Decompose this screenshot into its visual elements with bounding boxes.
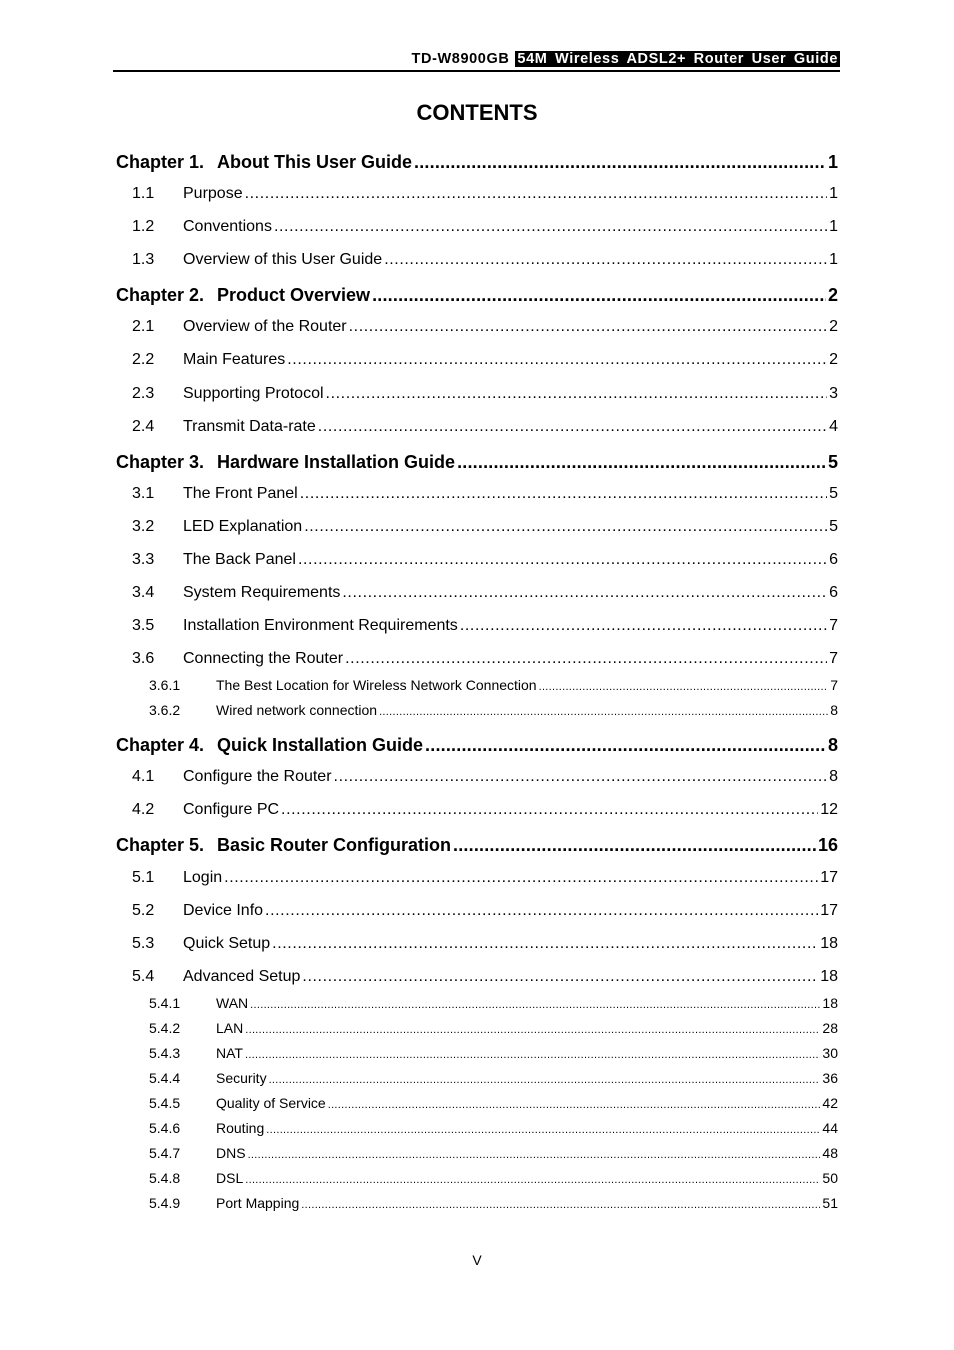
toc-entry-number: 5.1 [132, 869, 155, 886]
toc-entry-label: Conventions [183, 218, 272, 235]
toc-entry-page: 1 [827, 152, 838, 172]
toc-entry-number: 1.1 [132, 185, 155, 202]
toc-dot-leader [245, 1024, 820, 1036]
toc-dot-leader [224, 869, 818, 887]
toc-entry[interactable] [132, 584, 838, 602]
toc-entry-label: Device Info [183, 902, 264, 919]
toc-entry-number: 3.1 [132, 485, 155, 502]
toc-entry-label: Quick Setup [183, 935, 271, 952]
toc-entry-number: Chapter 5. [116, 835, 205, 855]
toc-entry-label: Configure the Router [183, 768, 332, 785]
toc-entry[interactable] [149, 1070, 838, 1086]
toc-entry-page: 2 [829, 351, 838, 368]
toc-dot-leader [265, 902, 818, 920]
toc-entry-page: 7 [830, 677, 838, 693]
toc-entry-page: 5 [827, 452, 838, 472]
toc-entry[interactable] [132, 617, 838, 635]
toc-dot-leader [453, 835, 816, 856]
toc-entry-page: 1 [829, 218, 838, 235]
toc-entry-page: 44 [822, 1120, 838, 1136]
toc-entry-label: Routing [216, 1120, 265, 1136]
toc-entry-page: 4 [829, 418, 838, 435]
toc-entry-number: 3.6.2 [149, 702, 181, 718]
toc-entry-page: 48 [822, 1145, 838, 1161]
toc-entry-page: 5 [829, 485, 838, 502]
toc-entry[interactable] [132, 902, 838, 920]
toc-entry[interactable] [132, 385, 838, 403]
toc-entry-number: 1.2 [132, 218, 155, 235]
toc-entry-number: 3.4 [132, 584, 155, 601]
toc-entry-page: 7 [829, 617, 838, 634]
toc-entry-page: 2 [827, 285, 838, 305]
toc-dot-leader [342, 584, 827, 602]
toc-entry[interactable] [149, 1145, 838, 1161]
toc-entry-page: 2 [829, 318, 838, 335]
toc-dot-leader [326, 385, 828, 403]
toc-chapter-entry[interactable] [116, 735, 838, 756]
toc-entry[interactable] [132, 251, 838, 269]
toc-entry-label: Product Overview [217, 285, 371, 305]
toc-entry-label: Quick Installation Guide [217, 735, 424, 755]
toc-entry-page: 42 [822, 1095, 838, 1111]
toc-entry[interactable] [149, 995, 838, 1011]
toc-entry-label: NAT [216, 1045, 243, 1061]
toc-entry-label: About This User Guide [217, 152, 413, 172]
toc-entry[interactable] [132, 768, 838, 786]
toc-entry-page: 6 [829, 551, 838, 568]
toc-dot-leader [328, 1099, 821, 1111]
toc-entry[interactable] [132, 318, 838, 336]
toc-dot-leader [298, 551, 827, 569]
toc-entry-label: Overview of the Router [183, 318, 347, 335]
toc-entry-page: 18 [822, 995, 838, 1011]
toc-entry-page: 6 [829, 584, 838, 601]
toc-entry-label: Purpose [183, 185, 243, 202]
toc-entry[interactable] [149, 1045, 838, 1061]
toc-dot-leader [304, 518, 827, 536]
toc-entry-label: Overview of this User Guide [183, 251, 383, 268]
toc-dot-leader [269, 1074, 821, 1086]
toc-entry-page: 51 [822, 1195, 838, 1211]
toc-dot-leader [245, 1049, 820, 1061]
toc-entry-label: LAN [216, 1020, 244, 1036]
toc-entry-label: System Requirements [183, 584, 341, 601]
toc-entry-page: 8 [827, 735, 838, 755]
toc-dot-leader [281, 801, 818, 819]
header-divider [113, 70, 840, 72]
toc-entry-number: 5.4 [132, 968, 155, 985]
toc-entry[interactable] [149, 1170, 838, 1186]
toc-entry-page: 50 [822, 1170, 838, 1186]
toc-dot-leader [245, 185, 828, 203]
toc-entry-number: Chapter 4. [116, 735, 205, 755]
toc-entry-page: 1 [829, 251, 838, 268]
toc-entry-number: 5.4.6 [149, 1120, 181, 1136]
toc-entry-number: 3.5 [132, 617, 155, 634]
toc-entry[interactable] [132, 185, 838, 203]
toc-dot-leader [301, 1199, 820, 1211]
toc-entry-label: DNS [216, 1145, 246, 1161]
toc-entry-page: 8 [830, 702, 838, 718]
page-title: CONTENTS [416, 100, 538, 125]
page-header [113, 49, 840, 70]
toc-entry-label: LED Explanation [183, 518, 303, 535]
toc-entry[interactable] [132, 968, 838, 986]
toc-entry-number: 3.6.1 [149, 677, 181, 693]
toc-entry[interactable] [132, 218, 838, 236]
toc-entry-page: 36 [822, 1070, 838, 1086]
toc-dot-leader [384, 251, 827, 269]
toc-entry-page: 17 [820, 869, 838, 886]
toc-entry-number: Chapter 1. [116, 152, 205, 172]
toc-dot-leader [539, 681, 829, 693]
toc-entry-label: The Front Panel [183, 485, 298, 502]
toc-entry-number: 1.3 [132, 251, 155, 268]
toc-dot-leader [266, 1124, 820, 1136]
toc-entry-number: 5.2 [132, 902, 155, 919]
toc-entry[interactable] [149, 1020, 838, 1036]
toc-entry[interactable] [149, 677, 838, 693]
toc-entry-label: WAN [216, 995, 249, 1011]
toc-dot-leader [250, 999, 820, 1011]
toc-chapter-entry[interactable] [116, 835, 838, 856]
toc-entry-number: 3.6 [132, 650, 155, 667]
toc-chapter-entry[interactable] [116, 152, 838, 173]
toc-dot-leader [425, 735, 826, 756]
toc-entry-page: 28 [822, 1020, 838, 1036]
toc-dot-leader [349, 318, 827, 336]
toc-entry-label: Installation Environment Requirements [183, 617, 458, 634]
toc-entry[interactable] [132, 351, 838, 369]
toc-entry-label: Connecting the Router [183, 650, 344, 667]
toc-entry[interactable] [132, 935, 838, 953]
toc-entry-number: 4.1 [132, 768, 155, 785]
toc-entry-label: Security [216, 1070, 267, 1086]
toc-entry-number: 5.4.9 [149, 1195, 181, 1211]
toc-entry-page: 17 [820, 902, 838, 919]
toc-dot-leader [457, 452, 826, 473]
toc-chapter-entry[interactable] [116, 285, 838, 306]
toc-entry[interactable] [149, 1195, 838, 1211]
toc-entry[interactable] [132, 485, 838, 503]
toc-entry-number: Chapter 3. [116, 452, 205, 472]
toc-entry[interactable] [132, 418, 838, 436]
header-guide-title: 54M Wireless ADSL2+ Router User Guide [517, 51, 838, 67]
toc-entry-number: 5.3 [132, 935, 155, 952]
toc-entry-label: Supporting Protocol [183, 385, 324, 402]
toc-entry-label: Wired network connection [216, 702, 378, 718]
toc-dot-leader [272, 935, 818, 953]
toc-entry[interactable] [149, 702, 838, 718]
toc-entry-page: 18 [820, 935, 838, 952]
toc-dot-leader [372, 285, 826, 306]
toc-dot-leader [300, 485, 827, 503]
toc-entry-page: 8 [829, 768, 838, 785]
toc-entry-number: 3.3 [132, 551, 155, 568]
toc-entry-label: Main Features [183, 351, 286, 368]
toc-entry-label: Configure PC [183, 801, 280, 818]
toc-dot-leader [245, 1174, 820, 1186]
toc-entry-label: Advanced Setup [183, 968, 301, 985]
toc-entry-number: 5.4.2 [149, 1020, 181, 1036]
toc-entry-number: 5.4.5 [149, 1095, 181, 1111]
toc-entry-page: 30 [822, 1045, 838, 1061]
toc-entry-number: Chapter 2. [116, 285, 205, 305]
toc-entry-label: DSL [216, 1170, 244, 1186]
toc-dot-leader [302, 968, 818, 986]
toc-entry-page: 18 [820, 968, 838, 985]
toc-entry-label: Login [183, 869, 223, 886]
toc-entry-label: Hardware Installation Guide [217, 452, 456, 472]
toc-entry-number: 3.2 [132, 518, 155, 535]
toc-entry[interactable] [132, 869, 838, 887]
toc-chapter-entry[interactable] [116, 452, 838, 473]
toc-entry[interactable] [132, 518, 838, 536]
toc-entry-number: 2.4 [132, 418, 155, 435]
page-number: V [472, 1252, 482, 1268]
toc-entry-page: 3 [829, 385, 838, 402]
toc-entry-number: 2.3 [132, 385, 155, 402]
toc-dot-leader [248, 1149, 821, 1161]
toc-entry-number: 2.2 [132, 351, 155, 368]
toc-dot-leader [274, 218, 827, 236]
toc-entry-label: Quality of Service [216, 1095, 326, 1111]
toc-entry-label: Transmit Data-rate [183, 418, 316, 435]
toc-entry-number: 5.4.3 [149, 1045, 181, 1061]
toc-dot-leader [334, 768, 828, 786]
toc-entry-page: 1 [829, 185, 838, 202]
toc-entry[interactable] [149, 1120, 838, 1136]
toc-entry-number: 5.4.1 [149, 995, 181, 1011]
toc-entry-label: Basic Router Configuration [217, 835, 452, 855]
toc-entry-label: The Best Location for Wireless Network Connection [216, 677, 537, 693]
toc-entry[interactable] [132, 551, 838, 569]
toc-entry-number: 5.4.7 [149, 1145, 181, 1161]
toc-entry[interactable] [132, 650, 838, 668]
toc-entry[interactable] [149, 1095, 838, 1111]
toc-entry-page: 7 [829, 650, 838, 667]
toc-entry-label: Port Mapping [216, 1195, 300, 1211]
toc-entry-page: 16 [817, 835, 838, 855]
toc-entry[interactable] [132, 801, 838, 819]
toc-entry-page: 12 [820, 801, 838, 818]
header-model: TD-W8900GB [411, 51, 510, 67]
toc-dot-leader [345, 650, 827, 668]
toc-dot-leader [460, 617, 827, 635]
toc-entry-number: 2.1 [132, 318, 155, 335]
toc-dot-leader [287, 351, 827, 369]
toc-entry-label: The Back Panel [183, 551, 296, 568]
toc-entry-number: 4.2 [132, 801, 155, 818]
toc-entry-number: 5.4.8 [149, 1170, 181, 1186]
toc-entry-page: 5 [829, 518, 838, 535]
toc-entry-number: 5.4.4 [149, 1070, 181, 1086]
toc-dot-leader [379, 706, 828, 718]
toc-dot-leader [318, 418, 827, 436]
toc-dot-leader [414, 152, 826, 173]
